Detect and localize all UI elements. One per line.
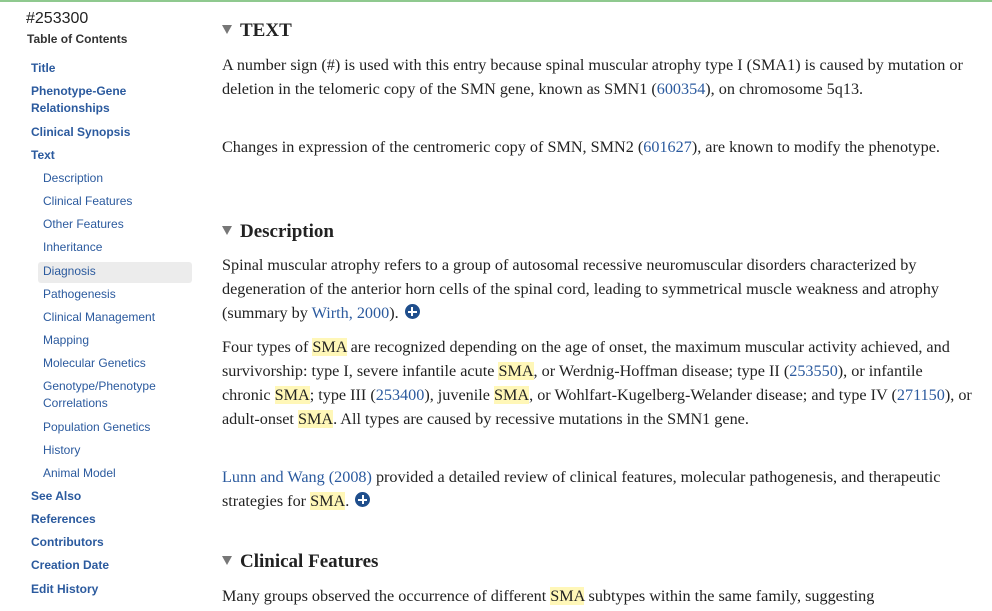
toc-item-diagnosis[interactable]: Diagnosis [43,264,96,278]
toc-item-edit-history[interactable]: Edit History [31,582,99,596]
table-of-contents-sidebar [0,0,200,611]
text-paragraph-1: A number sign (#) is used with this entry because spinal muscular atrophy type I (SMA1) is caused by mutation or deletion in the telomeric copy of the SMN gene, known as SMN1 (600354), on chromosome 5q13. [222,56,963,98]
link-253550[interactable]: 253550 [789,362,838,380]
toc-item-clinical-synopsis[interactable]: Clinical Synopsis [31,125,131,139]
text-paragraph-2: Changes in expression of the centromeric copy of SMN, SMN2 (601627), are known to modify the phenotype. [222,138,940,156]
link-601627[interactable]: 601627 [643,138,692,156]
description-paragraph-2: Four types of SMA are recognized depending on the age of onset, the maximum muscular activity achieved, and survivorship: type I, severe infantile acute SMA, or Werdnig-Hoffman disease; type II (253550), or infantile chronic SMA; type III (253400), juvenile SMA, or Wohlfart-Kugelberg-Welander disease; and type IV (271150), or adult-onset SMA. All types are caused by recessive mutations in the SMN1 gene. [222,338,972,428]
collapse-triangle-icon[interactable] [222,556,232,565]
toc-item-pathogenesis[interactable]: Pathogenesis [43,287,116,301]
toc-item-contributors[interactable]: Contributors [31,535,104,549]
toc-item-references[interactable]: References [31,512,96,526]
toc-item-creation-date[interactable]: Creation Date [31,558,110,572]
toc-item-other-features[interactable]: Other Features [43,217,124,231]
description-paragraph-1: Spinal muscular atrophy refers to a group of autosomal recessive neuromuscular disorders characterized by degeneration of the anterior horn cells of the spinal cord, leading to symmetrical muscle weakness and atrophy (summary by Wirth, 2000). [222,256,939,322]
link-600354[interactable]: 600354 [656,80,706,98]
toc-item-clinical-management[interactable]: Clinical Management [43,310,156,324]
link-lunn-wang-2008[interactable]: Lunn and Wang (2008) [222,468,372,486]
entry-number: #253300 [26,10,89,27]
toc-item-inheritance[interactable]: Inheritance [43,240,103,254]
toc-item-title[interactable]: Title [31,61,56,75]
collapse-triangle-icon[interactable] [222,25,232,34]
section-heading-text[interactable]: TEXT [222,20,292,42]
toc-item-phenotype-gene[interactable]: Phenotype-Gene Relationships [31,84,127,115]
toc-title: Table of Contents [27,32,128,46]
toc-item-see-also[interactable]: See Also [31,489,82,503]
toc-item-description[interactable]: Description [43,171,104,185]
link-253400[interactable]: 253400 [375,386,425,404]
toc-item-clinical-features[interactable]: Clinical Features [43,194,133,208]
description-paragraph-3: Lunn and Wang (2008) provided a detailed review of clinical features, molecular pathogenesis, and therapeutic strategies for SMA. [222,468,941,510]
link-wirth-2000[interactable]: Wirth, 2000 [311,304,390,322]
toc-item-population-genetics[interactable]: Population Genetics [43,420,151,434]
expand-plus-icon[interactable] [405,304,420,319]
toc-item-history[interactable]: History [43,443,81,457]
clinical-features-paragraph-1: Many groups observed the occurrence of different SMA subtypes within the same family, suggesting [222,587,875,605]
toc-item-mapping[interactable]: Mapping [43,333,90,347]
toc-item-text[interactable]: Text [31,148,55,162]
section-heading-description[interactable]: Description [222,221,334,243]
toc-item-molecular-genetics[interactable]: Molecular Genetics [43,356,146,370]
toc-item-animal-model[interactable]: Animal Model [43,466,116,480]
link-271150[interactable]: 271150 [896,386,945,404]
toc-item-genotype-phenotype[interactable]: Genotype/Phenotype Correlations [43,379,156,410]
expand-plus-icon[interactable] [355,492,370,507]
section-heading-clinical-features[interactable]: Clinical Features [222,551,378,573]
collapse-triangle-icon[interactable] [222,226,232,235]
